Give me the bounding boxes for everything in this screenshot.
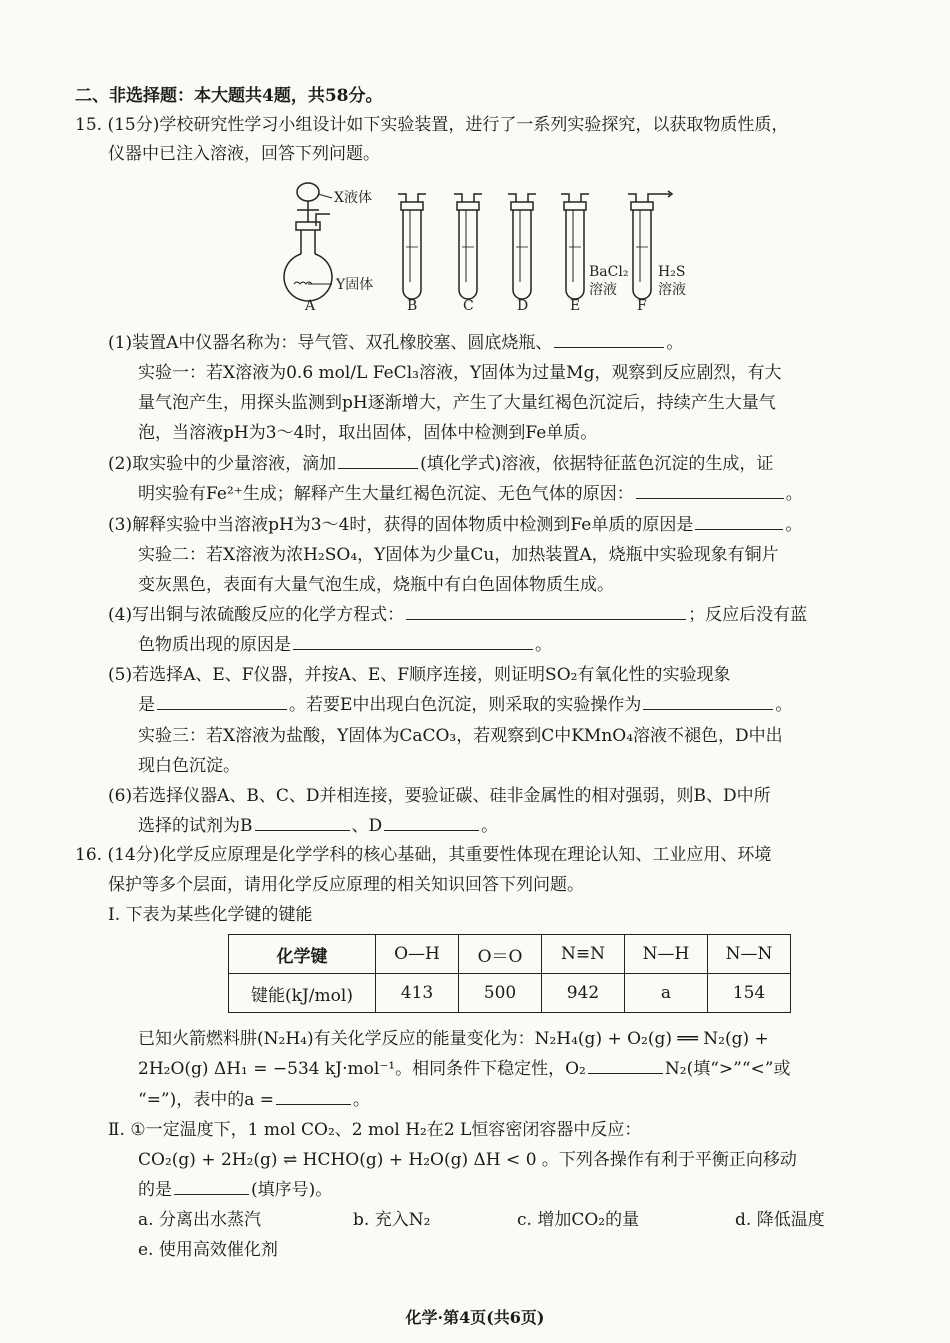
q15-part4-line2: 色物质出现的原因是 。 <box>138 635 552 655</box>
exp2-line2: 变灰黑色，表面有大量气泡生成，烧瓶中有白色固体物质生成。 <box>138 575 614 595</box>
f-solution-label: H₂S <box>658 264 686 280</box>
label-c: C <box>463 298 474 314</box>
answer-blank[interactable] <box>157 693 287 710</box>
q16-part2-line1: Ⅱ. ①一定温度下，1 mol CO₂、2 mol H₂在2 L恒容密闭容器中反应： <box>108 1120 642 1140</box>
exp1-line1: 实验一：若X溶液为0.6 mol/L FeCl₃溶液，Y固体为过量Mg，观察到反应剧烈，有大 <box>138 363 782 383</box>
answer-blank[interactable] <box>643 693 773 710</box>
table-cell: O＝O <box>459 935 542 974</box>
q15-part2-line1: (2)取实验中的少量溶液，滴加 (填化学式)溶液，依据特征蓝色沉淀的生成，证 <box>108 454 774 474</box>
answer-blank[interactable] <box>554 331 664 348</box>
table-cell: 500 <box>459 974 542 1013</box>
table-cell: N—H <box>625 935 708 974</box>
apparatus-diagram <box>282 172 702 318</box>
q16-part2-line3: 的是 (填序号)。 <box>138 1180 333 1200</box>
q15-part2-line2: 明实验有Fe²⁺生成；解释产生大量红褐色沉淀、无色气体的原因： 。 <box>138 484 803 504</box>
q15-intro-line2: 仪器中已注入溶液，回答下列问题。 <box>108 144 380 164</box>
e-solution-label-2: 溶液 <box>589 282 617 298</box>
label-f: F <box>637 298 647 314</box>
q16-text-line2: 2H₂O(g) ΔH₁ = −534 kJ·mol⁻¹。相同条件下稳定性，O₂ N₂(填“>”“<”或 <box>138 1059 791 1079</box>
table-header-row <box>229 935 791 974</box>
exp3-line1: 实验三：若X溶液为盐酸，Y固体为CaCO₃，若观察到C中KMnO₄溶液不褪色，D中出 <box>138 726 783 746</box>
y-solid-label: Y固体 <box>336 277 374 293</box>
table-cell: 413 <box>376 974 459 1013</box>
bond-energy-table <box>228 934 791 1013</box>
q15-part3: (3)解释实验中当溶液pH为3～4时，获得的固体物质中检测到Fe单质的原因是 。 <box>108 515 803 535</box>
option-d: d. 降低温度 <box>735 1210 825 1230</box>
table-cell: O—H <box>376 935 459 974</box>
table-cell: 942 <box>542 974 625 1013</box>
option-a: a. 分离出水蒸汽 <box>138 1210 261 1230</box>
answer-blank[interactable] <box>384 814 479 831</box>
option-b: b. 充入N₂ <box>353 1210 431 1230</box>
exp1-line2: 量气泡产生，用探头监测到pH逐渐增大，产生了大量红褐色沉淀后，持续产生大量气 <box>138 393 776 413</box>
table-cell: a <box>625 974 708 1013</box>
apparatus-a <box>284 183 332 301</box>
f-solution-label-2: 溶液 <box>658 282 686 298</box>
q16-text-line3: “=”)，表中的a = 。 <box>138 1090 371 1110</box>
label-b: B <box>407 298 418 314</box>
table-cell: 键能(kJ/mol) <box>229 974 376 1013</box>
answer-blank[interactable] <box>174 1178 249 1195</box>
q16-part2-line2: CO₂(g) + 2H₂(g) ⇌ HCHO(g) + H₂O(g) ΔH < 0 。下列各操作有利于平衡正向移动 <box>138 1150 797 1170</box>
q16-part1-title: Ⅰ. 下表为某些化学键的键能 <box>108 905 313 925</box>
answer-blank[interactable] <box>276 1088 351 1105</box>
answer-blank[interactable] <box>695 513 783 530</box>
table-cell: 154 <box>708 974 791 1013</box>
exp1-line3: 泡，当溶液pH为3～4时，取出固体，固体中检测到Fe单质。 <box>138 423 598 443</box>
answer-blank[interactable] <box>588 1057 663 1074</box>
q16-intro-line2: 保护等多个层面，请用化学反应原理的相关知识回答下列问题。 <box>108 875 584 895</box>
q15-part5-line1: (5)若选择A、E、F仪器，并按A、E、F顺序连接，则证明SO₂有氧化性的实验现象 <box>108 665 731 685</box>
q16-intro-line1: 16. (14分)化学反应原理是化学学科的核心基础，其重要性体现在理论认知、工业应用、环境 <box>75 845 772 865</box>
test-tubes <box>398 191 672 299</box>
q15-part5-line2: 是 。若要E中出现白色沉淀，则采取的实验操作为 。 <box>138 695 793 715</box>
table-cell: 化学键 <box>229 935 376 974</box>
x-liquid-label: X液体 <box>334 190 372 206</box>
answer-blank[interactable] <box>255 814 350 831</box>
section-header: 二、非选择题：本大题共4题，共58分。 <box>75 86 383 106</box>
table-cell: N—N <box>708 935 791 974</box>
answer-blank[interactable] <box>406 603 686 620</box>
answer-blank[interactable] <box>338 452 418 469</box>
page-footer: 化学·第4页(共6页) <box>405 1308 545 1327</box>
option-c: c. 增加CO₂的量 <box>517 1210 640 1230</box>
q15-part6-line2: 选择的试剂为B 、D 。 <box>138 816 499 836</box>
q15-part4-line1: (4)写出铜与浓硫酸反应的化学方程式： ；反应后没有蓝 <box>108 605 808 625</box>
table-row <box>229 974 791 1013</box>
q16-text-line1: 已知火箭燃料肼(N₂H₄)有关化学反应的能量变化为：N₂H₄(g) + O₂(g) ══ N₂(g) + <box>138 1029 769 1049</box>
q15-part1: (1)装置A中仪器名称为：导气管、双孔橡胶塞、圆底烧瓶、 。 <box>108 333 684 353</box>
option-e: e. 使用高效催化剂 <box>138 1240 278 1260</box>
answer-blank[interactable] <box>293 633 533 650</box>
exp3-line2: 现白色沉淀。 <box>138 756 240 776</box>
label-e: E <box>570 298 581 314</box>
label-a: A <box>305 298 316 314</box>
label-d: D <box>517 298 529 314</box>
e-solution-label: BaCl₂ <box>589 264 629 280</box>
q15-intro-line1: 15. (15分)学校研究性学习小组设计如下实验装置，进行了一系列实验探究，以获取物质性质， <box>75 115 789 135</box>
answer-blank[interactable] <box>636 482 784 499</box>
q15-part6-line1: (6)若选择仪器A、B、C、D并相连接，要验证碳、硅非金属性的相对强弱，则B、D中所 <box>108 786 771 806</box>
table-cell: N≡N <box>542 935 625 974</box>
exp2-line1: 实验二：若X溶液为浓H₂SO₄，Y固体为少量Cu，加热装置A，烧瓶中实验现象有铜片 <box>138 545 779 565</box>
